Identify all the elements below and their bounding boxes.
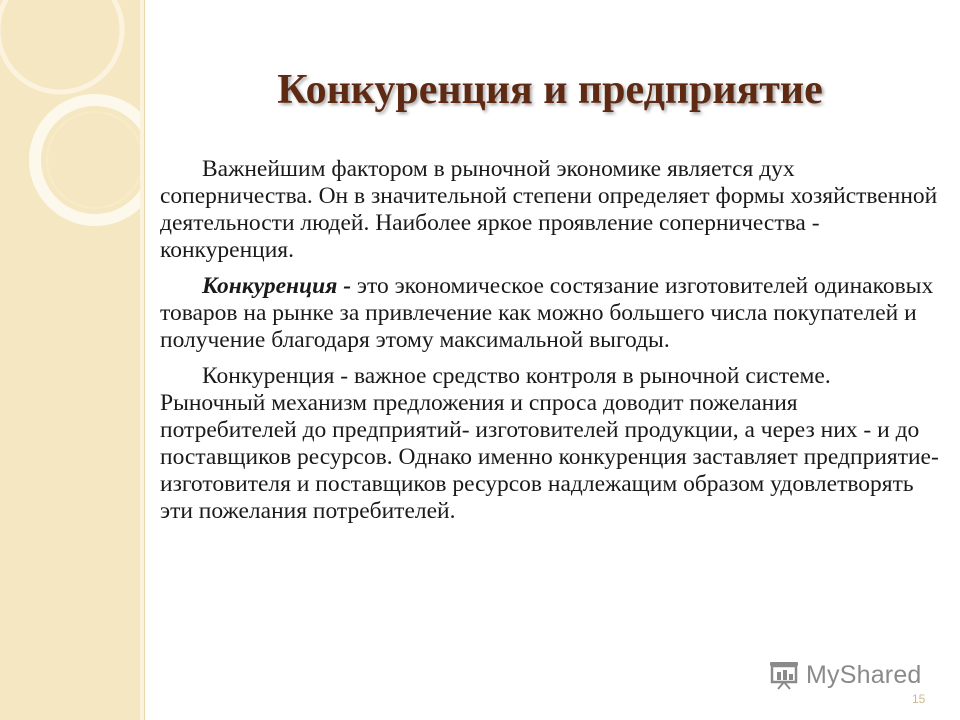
slide-body xyxy=(160,156,940,534)
paragraph-2-text: это экономическое состязание изготовителей одинаковых товаров на рынке за привлечение как можно большего числа покупателей и получение благодаря этому максимальной выгоды. xyxy=(160,273,934,353)
paragraph-2 xyxy=(160,273,940,354)
decorative-circle-inner xyxy=(47,112,140,208)
paragraph-1-text: Важнейшим фактором в рыночной экономике является дух соперничества. Он в значительной степени определяет формы хозяйственной деятельности людей. Наиболее яркое проявление соперничества - конкуренция. xyxy=(160,156,938,263)
decorative-circle-middle xyxy=(35,100,140,220)
side-divider-line xyxy=(144,0,145,720)
myshared-logo-text: MyShared xyxy=(806,660,922,689)
decorative-circle-top xyxy=(0,0,122,92)
decorative-side-band xyxy=(0,0,140,720)
paragraph-3 xyxy=(160,363,940,525)
definition-term: Конкуренция - xyxy=(202,273,352,299)
decorative-circles xyxy=(0,0,140,720)
projector-screen-icon xyxy=(768,660,800,690)
paragraph-3-text: Конкуренция - важное средство контроля в рыночной системе. Рыночный механизм предложения и спроса доводит пожелания потребителей до предприятий- изготовителей продукции, а через них - и до поставщиков ресурсов. Однако именно конкуренция заставляет предприятие-изготовителя и поставщиков ресурсов надлежащим образом удовлетворять эти пожелания потребителей. xyxy=(160,363,939,524)
page-number: 15 xyxy=(912,692,926,706)
myshared-logo[interactable] xyxy=(768,656,922,694)
slide-title: Конкуренция и предприятие xyxy=(277,67,823,113)
paragraph-1 xyxy=(160,156,940,264)
